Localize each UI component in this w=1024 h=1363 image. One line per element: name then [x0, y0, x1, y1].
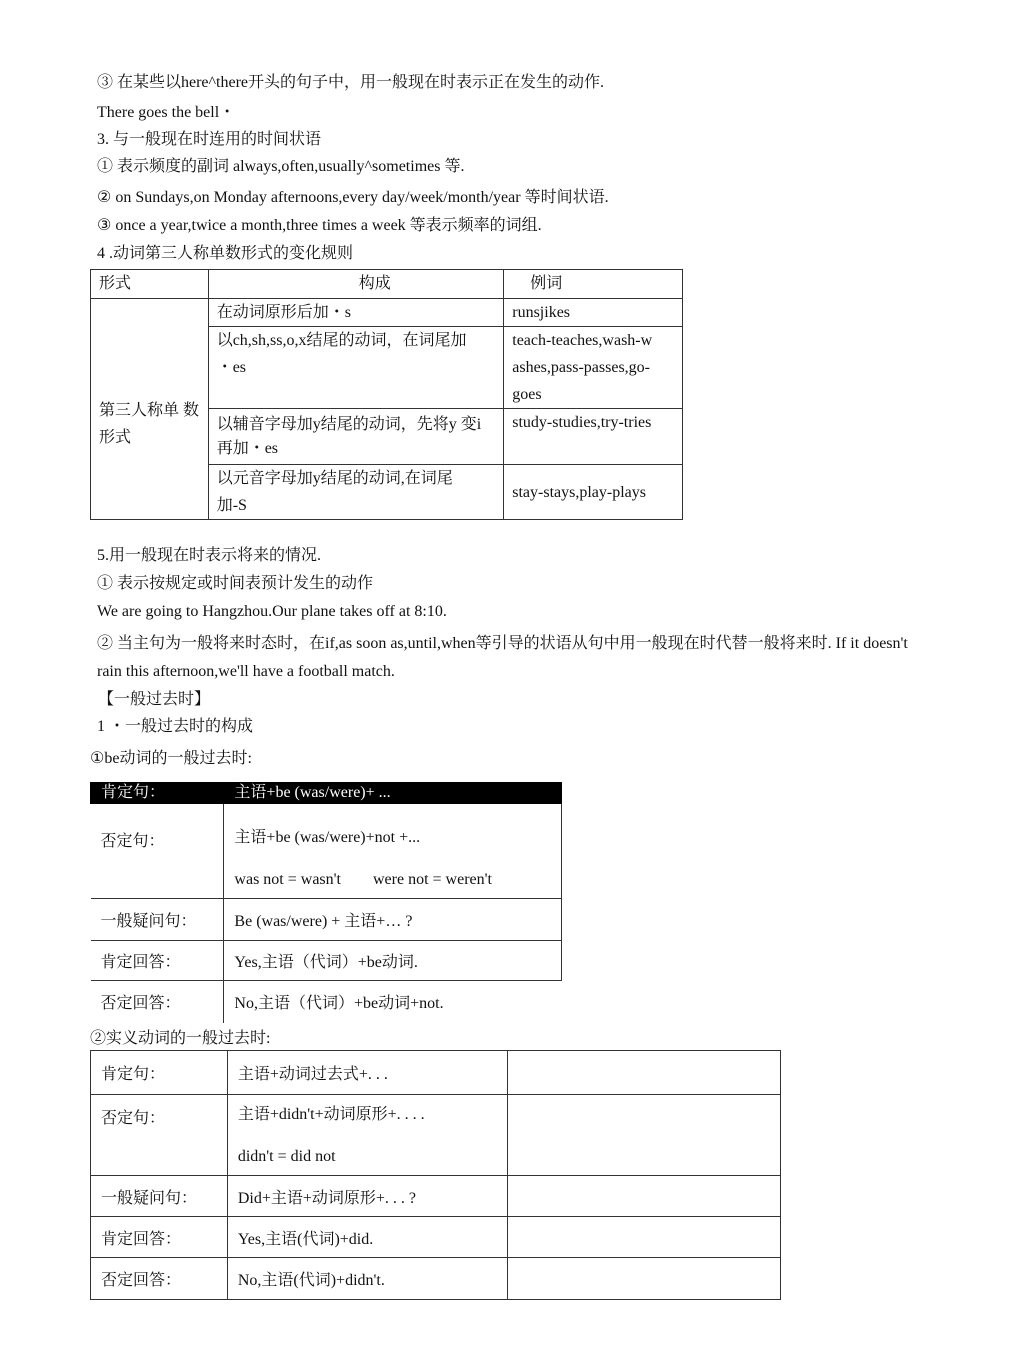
- row-content: 主语+be (was/were)+ ...: [224, 783, 562, 804]
- example-sentence: There goes the bell・: [97, 104, 236, 121]
- verb-past-table: [90, 1050, 781, 1300]
- row-content: 主语+be (was/were)+not +...: [234, 829, 421, 846]
- row-label: 否定回答：: [91, 981, 224, 1023]
- row-content: No,主语(代词)+didn't.: [227, 1258, 508, 1300]
- text-line: ③ 在某些以here^there开头的句子中，用一般现在时表示正在发生的动作.: [97, 74, 605, 91]
- section-heading: 3. 与一般现在时连用的时间状语: [97, 131, 322, 148]
- subsection-heading: ②实义动词的一般过去时:: [90, 1030, 271, 1047]
- be-past-table: [90, 782, 562, 1023]
- row-label: 一般疑问句：: [91, 1176, 228, 1217]
- table-row: [91, 1051, 781, 1095]
- table-row: [91, 1176, 781, 1217]
- text-line: ② on Sundays,on Monday afternoons,every day/week/month/year 等时间状语.: [97, 189, 609, 206]
- empty-cell: [508, 1176, 781, 1217]
- example-cell: [504, 409, 683, 465]
- row-content: Yes,主语(代词)+did.: [227, 1217, 508, 1258]
- section-heading: 5.用一般现在时表示将来的情况.: [97, 547, 322, 564]
- empty-cell: [508, 1217, 781, 1258]
- row-content: didn't = did not: [237, 1148, 336, 1165]
- row-content-cell: [224, 804, 562, 899]
- table-header: 构成: [208, 270, 504, 299]
- table-header: 例词: [504, 270, 683, 299]
- text-line: ① 表示按规定或时间表预计发生的动作: [97, 575, 374, 592]
- example-text: teach-teaches,wash-w: [512, 332, 653, 349]
- table-header: 形式: [91, 270, 209, 299]
- empty-cell: [508, 1051, 781, 1095]
- row-label-cell: [91, 299, 209, 520]
- text-paragraph: ② 当主句为一般将来时态时，在if,as soon as,until,when等引导的状语从句中用一般现在时代替一般将来时. If it doesn't rain this afternoon,we'll have a football match.: [97, 635, 908, 680]
- example-text: stay-stays,play-plays: [512, 483, 646, 501]
- subsection-heading: ①be动词的一般过去时:: [90, 750, 252, 767]
- section-heading: 【一般过去时】: [98, 691, 211, 708]
- row-label: 否定句：: [91, 1095, 228, 1176]
- rule-cell: [208, 409, 504, 465]
- example-text: ashes,pass-passes,go-: [512, 359, 650, 376]
- rule-text: ・es: [216, 359, 247, 376]
- table-row: [91, 783, 562, 804]
- example-text: runsjikes: [512, 304, 571, 321]
- example-cell: [504, 327, 683, 409]
- rule-text: 在动词原形后加・s: [216, 304, 351, 321]
- example-cell: [504, 465, 683, 520]
- row-label: 第三人称单 数: [99, 402, 200, 419]
- example-text: goes: [512, 386, 542, 403]
- text-line: ① 表示频度的副词 always,often,usually^sometimes 等.: [97, 158, 465, 175]
- third-person-form-table: [90, 269, 683, 520]
- rule-cell: [208, 465, 504, 520]
- rule-text: 以ch,sh,ss,o,x结尾的动词，在词尾加: [216, 332, 467, 349]
- row-content: 主语+动词过去式+. . .: [227, 1051, 508, 1095]
- row-label: 肯定句：: [91, 783, 224, 804]
- table-row: [91, 981, 562, 1023]
- row-label: 一般疑问句：: [91, 899, 224, 941]
- row-label: 肯定句：: [91, 1051, 228, 1095]
- rule-text: 加-S: [216, 497, 247, 514]
- row-label: 否定回答：: [91, 1258, 228, 1300]
- empty-cell: [508, 1258, 781, 1300]
- rule-text: 以辅音字母加y结尾的动词，先将y 变i: [216, 416, 482, 433]
- row-content: Be (was/were) + 主语+… ?: [224, 899, 562, 941]
- row-label: 形式: [99, 429, 132, 446]
- text-line: ③ once a year,twice a month,three times a week 等表示频率的词组.: [97, 217, 542, 234]
- row-content: Did+主语+动词原形+. . . ?: [227, 1176, 508, 1217]
- row-content: 主语+didn't+动词原形+. . . .: [237, 1106, 425, 1123]
- table-row: [91, 804, 562, 899]
- empty-cell: [508, 1095, 781, 1176]
- example-sentence: We are going to Hangzhou.Our plane takes off at 8:10.: [97, 603, 447, 620]
- table-row: [91, 1095, 781, 1176]
- row-content: No,主语（代词）+be动词+not.: [224, 981, 562, 1023]
- row-label: 肯定回答：: [91, 1217, 228, 1258]
- table-row: [91, 1217, 781, 1258]
- row-content-cell: [227, 1095, 508, 1176]
- section-heading: 1 ・一般过去时的构成: [97, 718, 254, 735]
- rule-text: 以元音字母加y结尾的动词,在词尾: [216, 470, 453, 487]
- row-label: 肯定回答：: [91, 941, 224, 981]
- example-text: study-studies,try-tries: [512, 414, 652, 431]
- section-heading: 4 .动词第三人称单数形式的变化规则: [97, 245, 354, 262]
- rule-text: 再加・es: [216, 440, 279, 457]
- rule-cell: [208, 299, 504, 327]
- row-content: Yes,主语（代词）+be动词.: [224, 941, 562, 981]
- table-row: [91, 941, 562, 981]
- example-cell: [504, 299, 683, 327]
- table-row: [91, 1258, 781, 1300]
- rule-cell: [208, 327, 504, 409]
- table-row: [91, 899, 562, 941]
- row-label: 否定句：: [91, 804, 224, 899]
- row-content: was not = wasn't were not = weren't: [234, 871, 492, 888]
